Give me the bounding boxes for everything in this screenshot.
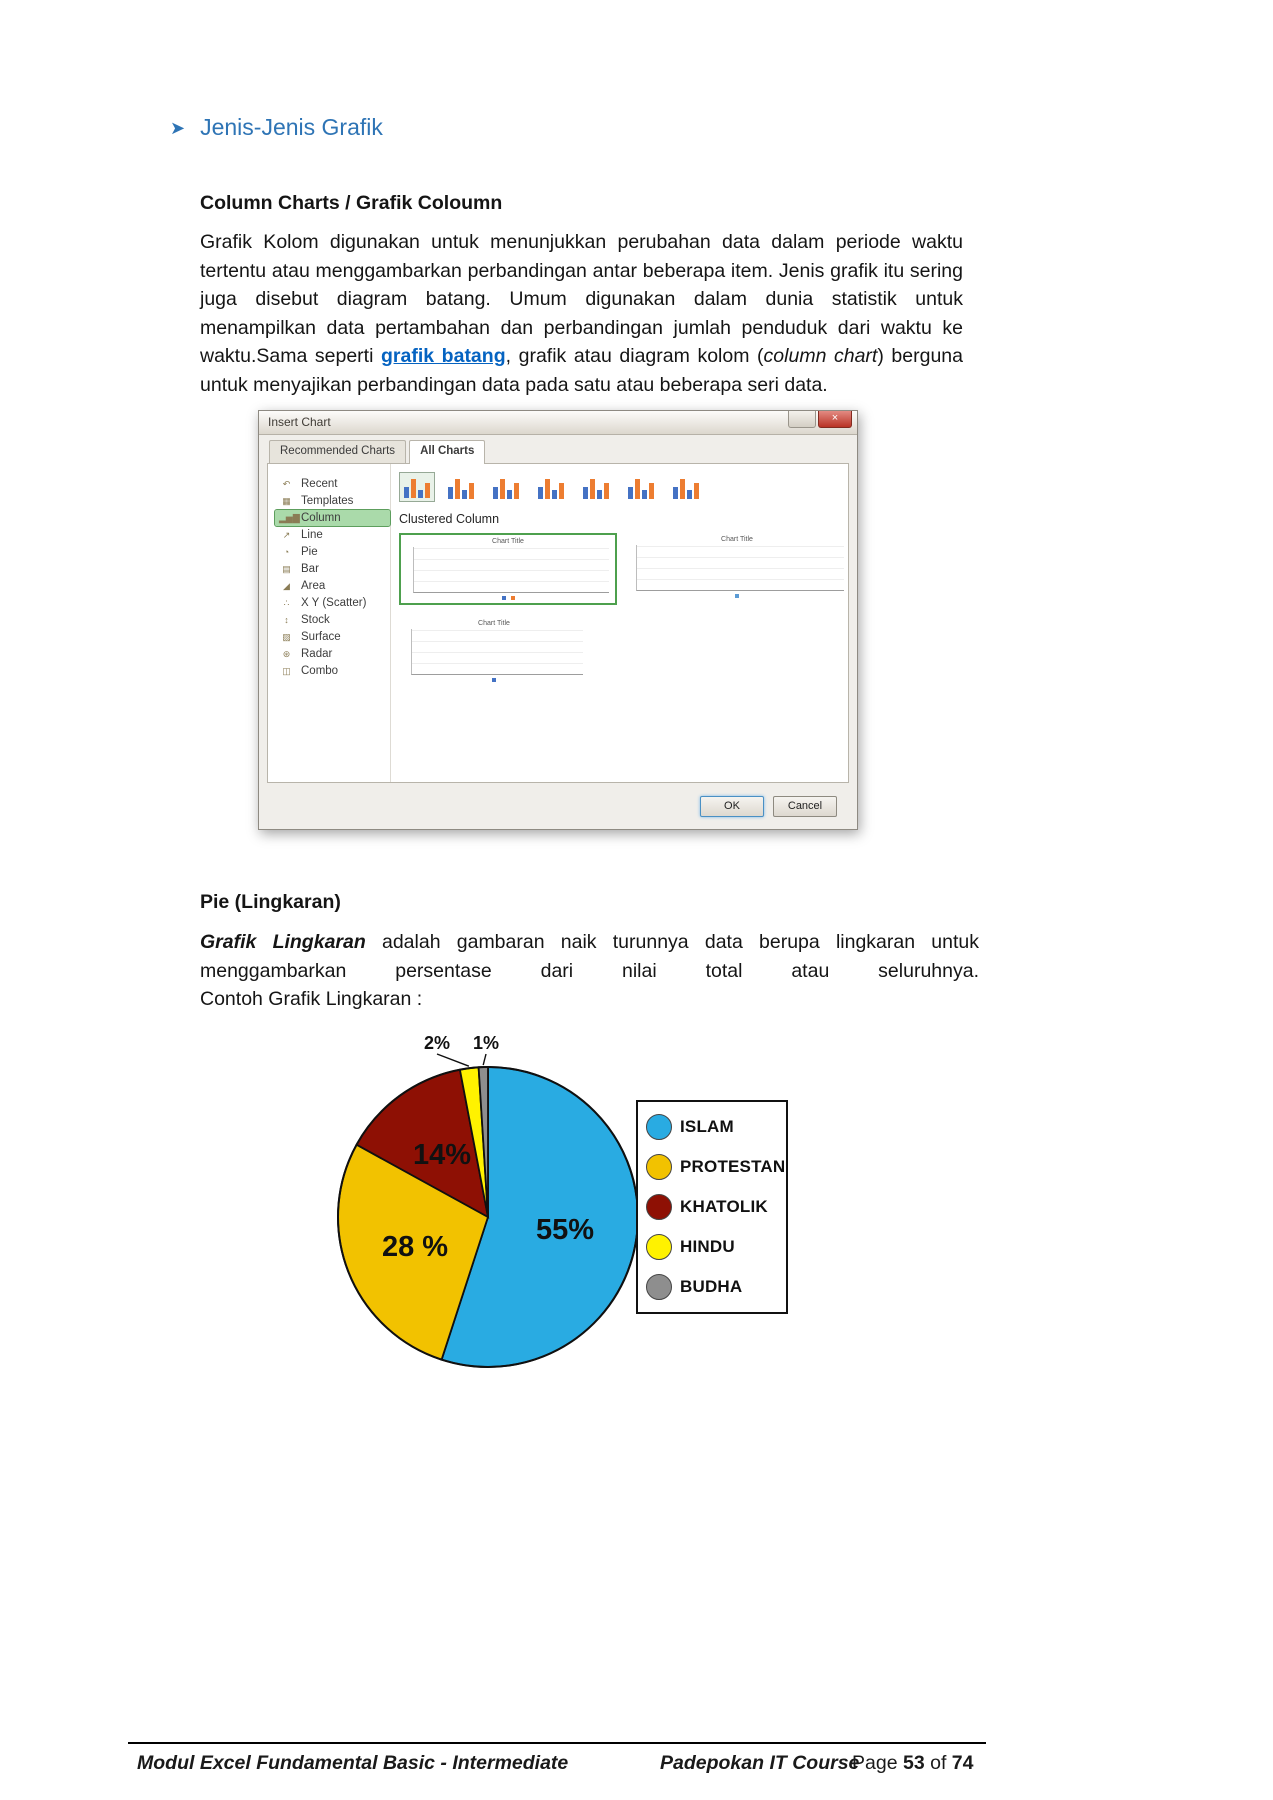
templates-icon: ▦ [282,495,291,506]
3d-stacked-column-thumbnail-icon [579,472,615,502]
dialog-title: Insert Chart [268,415,331,429]
cancel-button: Cancel [773,796,837,817]
column-section-paragraph: Grafik Kolom digunakan untuk menunjukkan perubahan data dalam periode waktu tertentu atau menggambarkan perbandingan antar beberapa item. Jenis grafik itu sering juga disebut diagram batang. Umum digunakan dalam dunia statistik untuk menampilkan data pertambahan dan perbandingan jumlah penduduk dari waktu ke waktu.Sama seperti grafik batang, grafik atau diagram kolom (column chart) berguna untuk menyajikan perbandingan data pada satu atau beberapa seri data. [200,231,963,396]
chart-type-radar: ⊛ Radar [275,646,390,662]
pie-slice-label-khatolik: 14% [412,1139,472,1171]
legend-marker-icon [511,596,515,600]
leader-line [437,1054,469,1066]
chart-type-column: ▂▅▇ Column [275,510,390,526]
scatter-chart-icon: ∴ [283,597,290,608]
legend-item-khatolik: KHATOLIK [646,1194,778,1220]
column-chart-italic: column chart [763,345,878,368]
preview-row [399,533,844,605]
column-chart-icon: ▂▅▇ [279,512,300,523]
area-chart-icon: ◢ [283,580,290,591]
insert-chart-dialog-screenshot [258,410,858,830]
surface-chart-icon: ▨ [282,631,291,642]
pie-slice-label-hindu: 2% [423,1035,451,1053]
paragraph-text: Grafik Kolom digunakan untuk menunjukkan perubahan data dalam periode waktu tertentu atau menggambarkan perbandingan antar beberapa item. Jenis grafik itu sering juga disebut diagram batang. Umum digunakan dalam dunia statistik untuk menampilkan data pertambahan dan perbandingan jumlah penduduk dari waktu ke waktu.Sama seperti [200,231,963,368]
legend-item-protestan: PROTESTAN [646,1154,778,1180]
window-button [788,411,816,428]
chart-type-bar: ▤ Bar [275,561,390,577]
tab-all-charts: All Charts [409,440,485,464]
section-heading [170,114,383,141]
stock-chart-icon: ↕ [284,615,289,625]
legend-swatch-icon [646,1234,672,1260]
chart-type-surface: ▨ Surface [275,629,390,645]
footer-rule [128,1742,986,1744]
preview-plot [413,547,609,593]
bar-chart-icon: ▤ [282,563,291,574]
page-title: Jenis-Jenis Grafik [200,114,383,140]
preview-chart-title: Chart Title [492,538,524,545]
legend-item-budha: BUDHA [646,1274,778,1300]
chart-type-pie: ◔ Pie [275,544,390,560]
chart-type-line: ↗ Line [275,527,390,543]
preview-legend [407,593,609,601]
recent-icon: ↶ [282,478,291,489]
colored-column-preview [399,617,589,685]
chart-type-templates: ▦ Templates [275,493,390,509]
footer-module-title: Modul Excel Fundamental Basic - Intermediate [137,1752,569,1774]
chart-variant-name: Clustered Column [399,512,500,526]
current-page-number: 53 [902,1752,925,1774]
preview-chart-title: Chart Title [721,536,753,543]
radar-chart-icon: ⊛ [282,648,291,659]
dialog-buttons [700,796,837,817]
close-button: × [818,411,852,428]
window-buttons [788,411,852,428]
pie-section-paragraph [200,928,979,1014]
clustered-column-preview-2 [624,533,848,605]
pie-example-label: Contoh Grafik Lingkaran : [200,988,423,1011]
3d-clustered-column-thumbnail-icon [534,472,570,502]
page-number: Page 53 of 74 [852,1752,974,1774]
pie-slice-label-budha: 1% [472,1035,500,1053]
legend-marker-icon [502,596,506,600]
legend-marker-icon [492,678,496,682]
pie-chart-figure [318,1035,658,1380]
preview-chart-title: Chart Title [478,620,510,627]
clustered-column-preview-selected [399,533,617,605]
pie-slice-label-protestan: 28 % [381,1231,449,1263]
legend-item-hindu: HINDU [646,1234,778,1260]
legend-swatch-icon [646,1194,672,1220]
3d-column-thumbnail-icon [669,472,705,502]
3d-100-stacked-column-thumbnail-icon [624,472,660,502]
dialog-titlebar [259,411,857,435]
pie-chart-icon: ◔ [283,547,290,557]
ok-button: OK [700,796,764,817]
dialog-main-panel [391,464,848,782]
preview-plot [411,629,583,675]
pie-slice-label-islam: 55% [535,1214,595,1246]
stacked-column-thumbnail-icon [444,472,480,502]
column-section-title: Column Charts / Grafik Coloumn [200,192,503,214]
chart-type-recent: ↶ Recent [275,476,390,492]
pie-paragraph-text: Grafik Lingkaran adalah gambaran naik turunnya data berupa lingkaran untuk menggambarkan persentase dari nilai total atau seluruhnya. [200,931,979,982]
legend-swatch-icon [646,1114,672,1140]
chart-type-list [268,464,391,782]
dialog-tabs [269,440,485,463]
legend-swatch-icon [646,1154,672,1180]
100-stacked-column-thumbnail-icon [489,472,525,502]
line-chart-icon: ↗ [282,529,291,540]
legend-item-islam: ISLAM [646,1114,778,1140]
legend-swatch-icon [646,1274,672,1300]
pie-section-title: Pie (Lingkaran) [200,891,341,913]
leader-line [483,1054,486,1065]
grafik-batang-link[interactable]: grafik batang [381,345,506,368]
preview-legend [405,675,583,683]
tab-recommended-charts: Recommended Charts [269,440,406,463]
chart-type-area: ◢ Area [275,578,390,594]
preview-legend [630,591,844,599]
pie-chart-svg [318,1035,658,1380]
legend-marker-icon [735,594,739,598]
pie-legend [636,1100,788,1314]
chart-type-stock: ↕ Stock [275,612,390,628]
total-pages: 74 [951,1752,974,1774]
preview-plot [636,545,844,591]
clustered-column-thumbnail-icon [399,472,435,502]
chart-type-combo: ◫ Combo [275,663,390,679]
grafik-lingkaran-bold: Grafik Lingkaran [200,931,366,953]
chart-variant-thumbnails [399,472,844,502]
arrow-bullet-icon: ➤ [170,118,186,138]
dialog-content [267,463,849,783]
chart-type-x-y-scatter: ∴ X Y (Scatter) [275,595,390,611]
combo-chart-icon: ◫ [282,665,291,676]
footer-course-name: Padepokan IT Course [660,1752,860,1774]
